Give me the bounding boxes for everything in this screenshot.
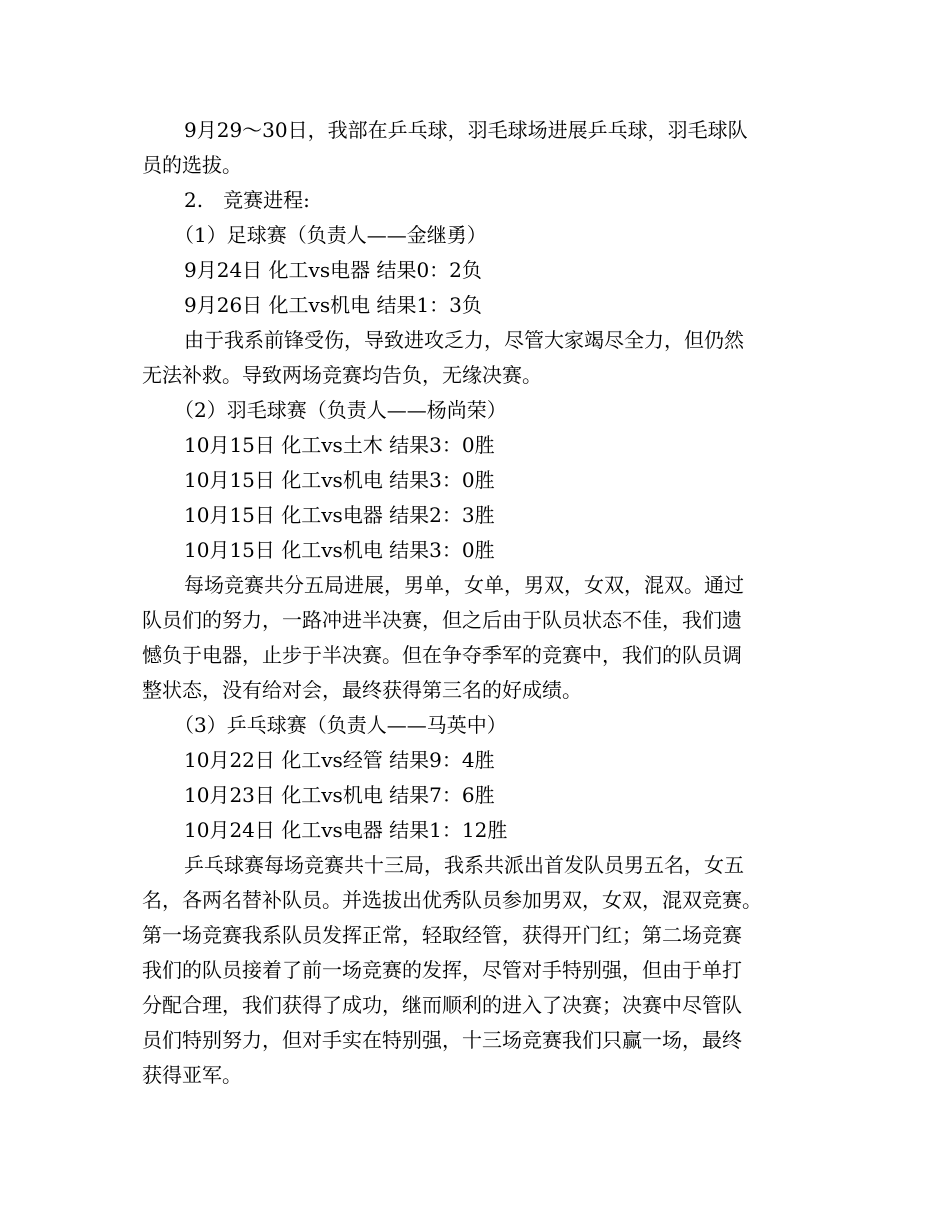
section-heading: 2. 竞赛进程: bbox=[184, 188, 310, 212]
match-result-line: 9月24日 化工vs电器 结果0：2负 bbox=[184, 258, 482, 282]
document-body bbox=[142, 113, 828, 1093]
subsection-heading: （1）足球赛（负责人——金继勇） bbox=[174, 223, 487, 247]
paragraph-line: 由于我系前锋受伤，导致进攻乏力，尽管大家竭尽全力，但仍然 bbox=[184, 328, 744, 352]
match-result-line: 10月15日 化工vs机电 结果3：0胜 bbox=[184, 538, 495, 562]
subsection-heading: （2）羽毛球赛（负责人——杨尚荣） bbox=[174, 398, 507, 422]
paragraph-line: 名，各两名替补队员。并选拔出优秀队员参加男双，女双，混双竞赛。 bbox=[142, 888, 762, 912]
subsection-heading: （3）乒乓球赛（负责人——马英中） bbox=[174, 713, 507, 737]
match-result-line: 10月23日 化工vs机电 结果7：6胜 bbox=[184, 783, 495, 807]
paragraph-line: 每场竞赛共分五局进展，男单，女单，男双，女双，混双。通过 bbox=[184, 573, 744, 597]
match-result-line: 9月26日 化工vs机电 结果1：3负 bbox=[184, 293, 482, 317]
paragraph-line: 队员们的努力，一路冲进半决赛，但之后由于队员状态不佳，我们遗 bbox=[142, 608, 742, 632]
paragraph-line: 员的选拔。 bbox=[142, 153, 242, 177]
paragraph-line: 获得亚军。 bbox=[142, 1063, 242, 1087]
paragraph-line: 乒乓球赛每场竞赛共十三局，我系共派出首发队员男五名，女五 bbox=[184, 853, 744, 877]
match-result-line: 10月15日 化工vs土木 结果3：0胜 bbox=[184, 433, 495, 457]
match-result-line: 10月22日 化工vs经管 结果9：4胜 bbox=[184, 748, 495, 772]
paragraph-line: 整状态，没有给对会，最终获得第三名的好成绩。 bbox=[142, 678, 582, 702]
paragraph-line: 我们的队员接着了前一场竞赛的发挥，尽管对手特别强，但由于单打 bbox=[142, 958, 742, 982]
paragraph-line: 9月29～30日，我部在乒乓球，羽毛球场进展乒乓球，羽毛球队 bbox=[184, 118, 748, 142]
match-result-line: 10月24日 化工vs电器 结果1：12胜 bbox=[184, 818, 508, 842]
paragraph-line: 第一场竞赛我系队员发挥正常，轻取经管，获得开门红；第二场竞赛 bbox=[142, 923, 742, 947]
paragraph-line: 无法补救。导致两场竞赛均告负，无缘决赛。 bbox=[142, 363, 542, 387]
match-result-line: 10月15日 化工vs电器 结果2：3胜 bbox=[184, 503, 495, 527]
paragraph-line: 憾负于电器，止步于半决赛。但在争夺季军的竞赛中，我们的队员调 bbox=[142, 643, 742, 667]
match-result-line: 10月15日 化工vs机电 结果3：0胜 bbox=[184, 468, 495, 492]
paragraph-line: 员们特别努力，但对手实在特别强，十三场竞赛我们只赢一场，最终 bbox=[142, 1028, 742, 1052]
paragraph-line: 分配合理，我们获得了成功，继而顺利的进入了决赛；决赛中尽管队 bbox=[142, 993, 742, 1017]
